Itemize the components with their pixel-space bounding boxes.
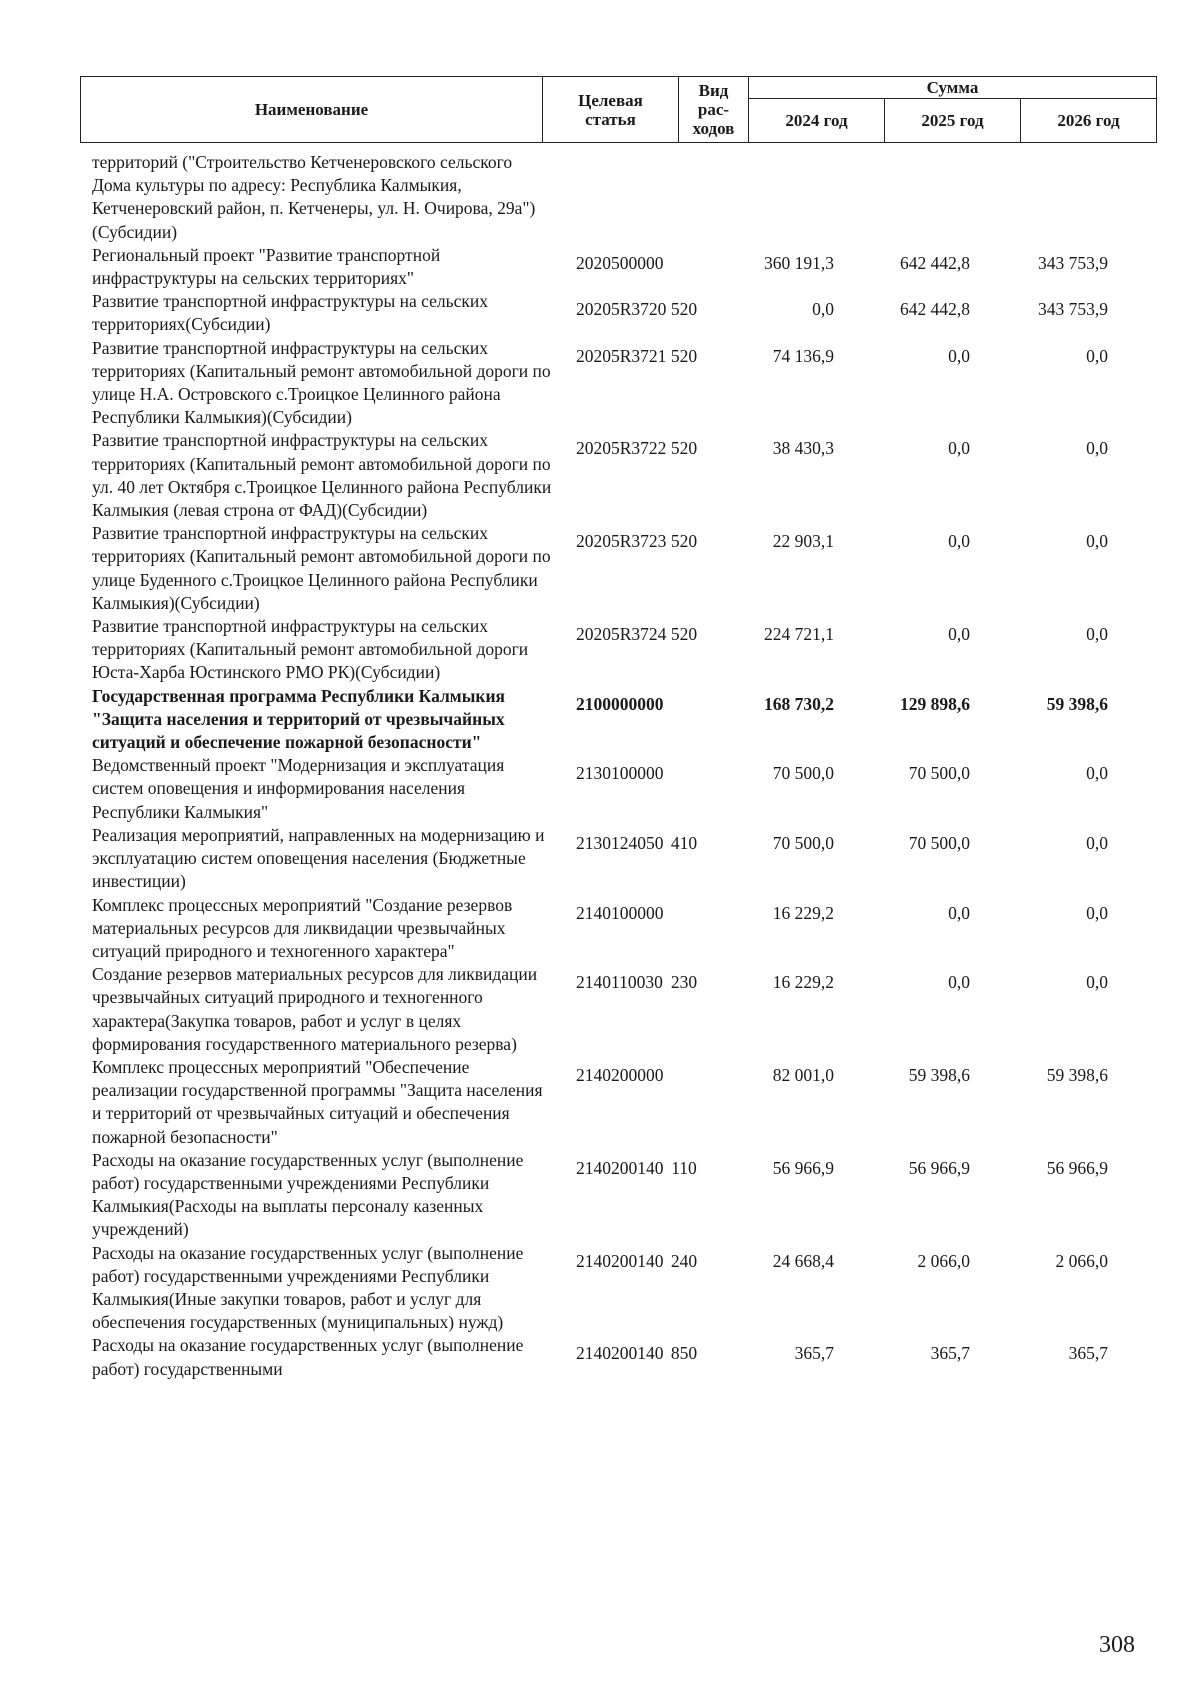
row-2024: 22 903,1 [772, 531, 834, 552]
row-2024: 365,7 [794, 1343, 834, 1364]
row-2024 [706, 151, 840, 244]
row-kind: 520 [670, 438, 698, 459]
row-2024: 56 966,9 [772, 1157, 834, 1178]
row-kind: 520 [670, 345, 698, 366]
table-row [80, 429, 1170, 522]
row-2025: 56 966,9 [908, 1157, 970, 1178]
header-year-2026: 2026 год [1021, 99, 1157, 143]
row-code: 2140200140 [576, 1157, 664, 1178]
row-2026: 0,0 [1086, 624, 1108, 645]
row-code: 20205R3723 [576, 531, 667, 552]
table-row [80, 1334, 1170, 1380]
row-code: 20205R3721 [576, 345, 667, 366]
row-2025: 0,0 [948, 972, 970, 993]
row-kind [662, 151, 706, 244]
row-name: Расходы на оказание государственных услуг (выполнение работ) государственными [92, 1335, 524, 1379]
table-row [80, 522, 1170, 615]
row-2026: 0,0 [1086, 832, 1108, 853]
row-kind [662, 1056, 706, 1149]
row-kind [662, 244, 706, 290]
row-2024: 16 229,2 [772, 972, 834, 993]
row-2024: 224 721,1 [764, 624, 834, 645]
row-code: 2140200140 [576, 1250, 664, 1271]
row-kind: 520 [670, 299, 698, 320]
row-code: 20205R3720 [576, 299, 667, 320]
row-2024: 24 668,4 [772, 1250, 834, 1271]
row-2025: 129 898,6 [900, 693, 970, 714]
header-code [543, 77, 679, 143]
row-name: Реализация мероприятий, направленных на модернизацию и эксплуатацию систем оповещения населения (Бюджетные инвестиции) [92, 824, 545, 892]
row-code: 2020500000 [576, 252, 664, 273]
row-2024: 70 500,0 [772, 832, 834, 853]
row-kind [662, 754, 706, 824]
header-name: Наименование [81, 77, 543, 143]
row-kind: 410 [670, 832, 698, 853]
header-kind-line3: ходов [692, 119, 735, 138]
row-2026: 59 398,6 [1046, 1064, 1108, 1085]
table-row [80, 754, 1170, 824]
row-2024: 360 191,3 [764, 252, 834, 273]
row-2026: 0,0 [1086, 438, 1108, 459]
row-2025: 0,0 [948, 902, 970, 923]
row-2026 [976, 151, 1112, 244]
row-2025: 70 500,0 [908, 763, 970, 784]
header-sum: Сумма [749, 77, 1157, 99]
row-name: территорий ("Строительство Кетченеровского сельского Дома культуры по адресу: Республика Калмыкия, Кетченеровский район, п. Кетченеры, ул. Н. Очирова, 29а")(Субсидии) [92, 152, 536, 242]
row-2025: 70 500,0 [908, 832, 970, 853]
row-name: Комплекс процессных мероприятий "Создание резервов материальных ресурсов для ликвидации чрезвычайных ситуаций природного и техногенного характера" [92, 894, 513, 961]
row-2026: 0,0 [1086, 902, 1108, 923]
row-name: Ведомственный проект "Модернизация и эксплуатация систем оповещения и информирования населения Республики Калмыкия" [92, 755, 505, 822]
header-code-line1: Целевая [578, 90, 643, 110]
row-2026: 0,0 [1086, 345, 1108, 366]
row-code: 2130124050 [576, 832, 664, 853]
page-number: 308 [1099, 1632, 1135, 1658]
header-year-2024: 2024 год [749, 99, 885, 143]
row-code [554, 151, 662, 244]
table-body [80, 151, 1170, 1381]
row-2026: 59 398,6 [1046, 693, 1108, 714]
row-name: Комплекс процессных мероприятий "Обеспечение реализации государственной программы "Защита населения и территорий от чрезвычайных ситуаций и обеспечения пожарной безопасности" [92, 1056, 543, 1147]
table-row [80, 894, 1170, 964]
row-2026: 343 753,9 [1038, 299, 1108, 320]
row-name: Развитие транспортной инфраструктуры на сельских территориях(Субсидии) [92, 291, 489, 335]
row-code: 20205R3722 [576, 438, 667, 459]
table-row [80, 1149, 1170, 1242]
row-name: Развитие транспортной инфраструктуры на сельских территориях (Капитальный ремонт автомобильной дороги по улице Н.А. Островского с.Троицкое Целинного района Республики Калмыкия)(Субсидии) [92, 337, 551, 428]
row-2025 [840, 151, 976, 244]
row-2024: 70 500,0 [772, 763, 834, 784]
row-code: 2140200140 [576, 1343, 664, 1364]
header-code-line2: статья [585, 109, 636, 129]
row-2026: 56 966,9 [1046, 1157, 1108, 1178]
row-2024: 74 136,9 [772, 345, 834, 366]
row-2025: 0,0 [948, 624, 970, 645]
row-2025: 0,0 [948, 438, 970, 459]
row-2026: 0,0 [1086, 763, 1108, 784]
table-row [80, 290, 1170, 336]
row-code: 2100000000 [576, 693, 664, 714]
row-2024: 38 430,3 [772, 438, 834, 459]
row-name: Развитие транспортной инфраструктуры на сельских территориях (Капитальный ремонт автомобильной дороги Юста-Харба Юстинского РМО РК)(Субсидии) [92, 616, 529, 683]
row-2026: 365,7 [1068, 1343, 1108, 1364]
row-name: Расходы на оказание государственных услуг (выполнение работ) государственными учреждениями Республики Калмыкия(Иные закупки товаров, работ и услуг для обеспечения государственных (муниципальных) нужд) [92, 1242, 524, 1333]
table-row [80, 1242, 1170, 1335]
row-kind [662, 685, 706, 755]
row-2025: 0,0 [948, 345, 970, 366]
row-code: 2130100000 [576, 763, 664, 784]
row-kind: 520 [670, 531, 698, 552]
row-2026: 343 753,9 [1038, 252, 1108, 273]
row-2024: 0,0 [812, 299, 834, 320]
header-kind [679, 77, 749, 143]
table-row [80, 963, 1170, 1056]
row-name: Региональный проект "Развитие транспортной инфраструктуры на сельских территориях" [92, 244, 441, 289]
row-code: 2140100000 [576, 902, 664, 923]
table-row [80, 337, 1170, 430]
header-kind-line2: рас- [697, 100, 730, 119]
row-kind: 520 [670, 624, 698, 645]
row-name: Создание резервов материальных ресурсов для ликвидации чрезвычайных ситуаций природного и техногенного характера(Закупка товаров, работ и услуг в целях формирования государственного материального резерва) [92, 964, 538, 1054]
row-2025: 59 398,6 [908, 1064, 970, 1085]
row-name: Государственная программа Республики Калмыкия "Защита населения и территорий от чрезвычайных ситуаций и обеспечение пожарной безопасности" [92, 685, 506, 753]
row-kind [662, 894, 706, 964]
row-kind: 110 [671, 1157, 697, 1178]
table-header [80, 76, 1157, 143]
row-2026: 0,0 [1086, 531, 1108, 552]
header-year-2025: 2025 год [885, 99, 1021, 143]
table-row [80, 1056, 1170, 1149]
table-row-program [80, 685, 1170, 755]
row-name: Развитие транспортной инфраструктуры на сельских территориях (Капитальный ремонт автомобильной дороги по улице Буденного с.Троицкое Целинного района Республики Калмыкия)(Субсидии) [92, 523, 551, 613]
row-2025: 642 442,8 [900, 299, 970, 320]
row-2026: 0,0 [1086, 972, 1108, 993]
table-row [80, 244, 1170, 290]
row-code: 20205R3724 [576, 624, 667, 645]
row-name: Развитие транспортной инфраструктуры на сельских территориях (Капитальный ремонт автомобильной дороги по ул. 40 лет Октября с.Троицкое Целинного района Республики Калмыкия (левая строна от ФАД)(Субсидии) [92, 430, 552, 521]
row-2025: 365,7 [930, 1343, 970, 1364]
row-2024: 16 229,2 [772, 902, 834, 923]
row-name: Расходы на оказание государственных услуг (выполнение работ) государственными учреждениями Республики Калмыкия(Расходы на выплаты персоналу казенных учреждений) [92, 1149, 524, 1240]
row-kind: 850 [670, 1343, 698, 1364]
row-code: 2140110030 [576, 972, 663, 993]
table-row [80, 151, 1170, 244]
table-row [80, 615, 1170, 685]
row-kind: 230 [670, 972, 698, 993]
row-2024: 82 001,0 [772, 1064, 834, 1085]
row-2025: 0,0 [948, 531, 970, 552]
row-2025: 642 442,8 [900, 252, 970, 273]
row-2024: 168 730,2 [764, 693, 834, 714]
header-kind-line1: Вид [698, 81, 729, 100]
table-row [80, 824, 1170, 894]
row-2026: 2 066,0 [1055, 1250, 1108, 1271]
row-2025: 2 066,0 [917, 1250, 970, 1271]
row-code: 2140200000 [576, 1064, 664, 1085]
row-kind: 240 [670, 1250, 698, 1271]
